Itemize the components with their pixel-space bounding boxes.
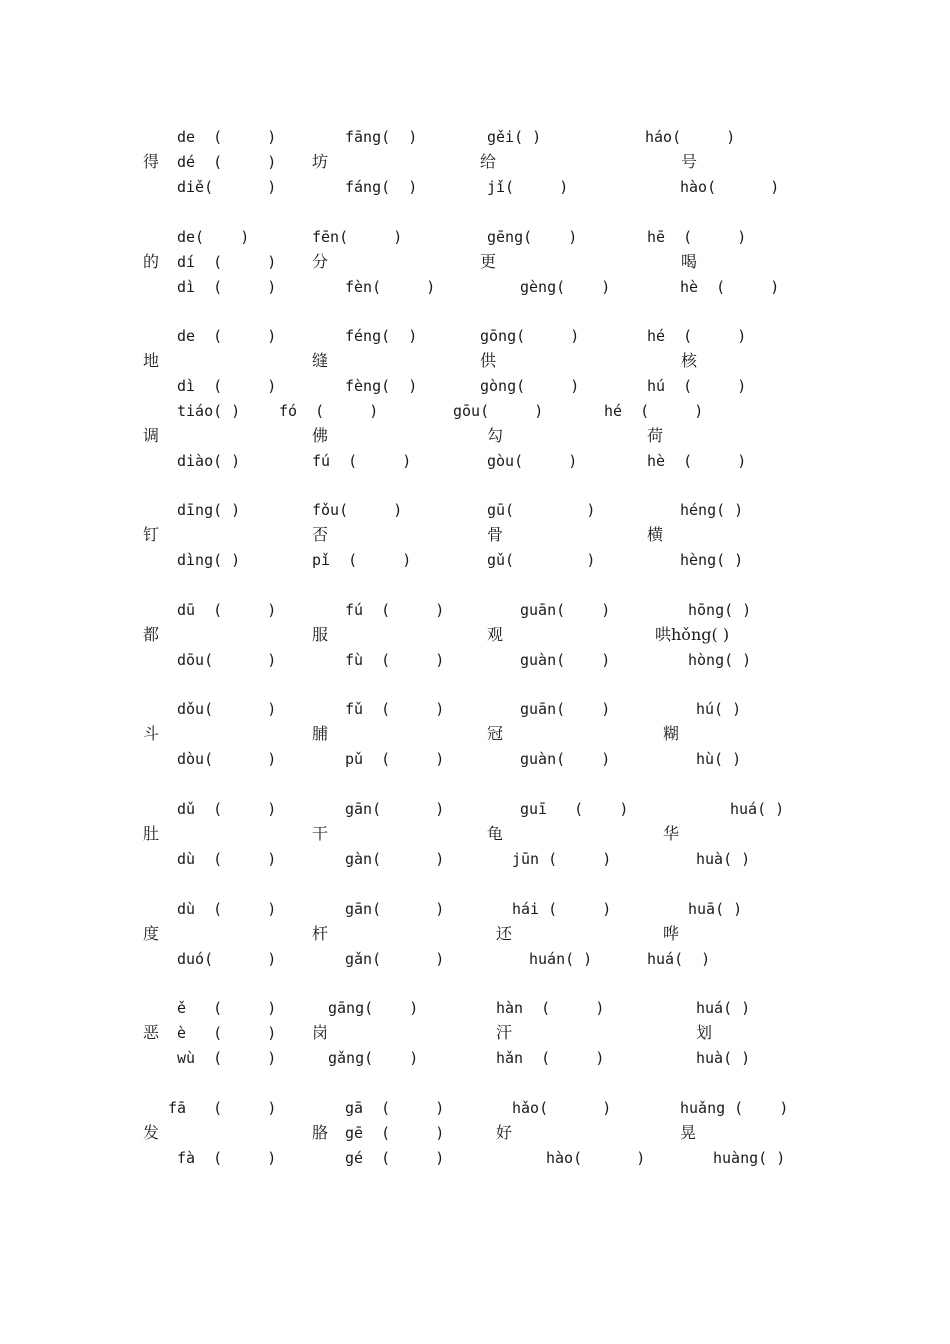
chinese-character: 哗 xyxy=(663,924,680,943)
pinyin-blank: háo( ) xyxy=(645,128,736,146)
pinyin-blank: fáng( ) xyxy=(345,178,418,196)
pinyin-blank: gěi( ) xyxy=(487,128,542,146)
chinese-character: 勾 xyxy=(487,426,504,445)
chinese-character: 岗 xyxy=(312,1023,329,1042)
pinyin-blank: hé ( ) xyxy=(647,327,747,345)
pinyin-blank: dīng( ) xyxy=(177,501,241,519)
pinyin-blank: dé ( ) xyxy=(177,153,277,171)
pinyin-blank: huá( ) xyxy=(696,999,751,1017)
pinyin-blank: hái ( ) xyxy=(512,900,612,918)
pinyin-blank: fāng( ) xyxy=(345,128,418,146)
chinese-character: 否 xyxy=(312,525,329,544)
chinese-character: 杆 xyxy=(312,924,329,943)
pinyin-blank: gōu( ) xyxy=(453,402,544,420)
pinyin-blank: dū ( ) xyxy=(177,601,277,619)
pinyin-blank: huà( ) xyxy=(696,1049,751,1067)
pinyin-blank: huá( ) xyxy=(647,950,711,968)
pinyin-blank: hé ( ) xyxy=(604,402,704,420)
pinyin-blank: hǎn ( ) xyxy=(496,1049,605,1067)
pinyin-blank: hōng( ) xyxy=(688,601,752,619)
chinese-character: 好 xyxy=(496,1123,513,1142)
pinyin-blank: hòng( ) xyxy=(688,651,752,669)
pinyin-blank: hē ( ) xyxy=(647,228,747,246)
pinyin-blank: gāng( ) xyxy=(328,999,419,1017)
pinyin-blank: hào( ) xyxy=(680,178,780,196)
pinyin-blank: dì ( ) xyxy=(177,377,277,395)
pinyin-blank: guī ( ) xyxy=(520,800,629,818)
chinese-character: 斗 xyxy=(143,724,160,743)
chinese-character: 荷 xyxy=(647,426,664,445)
chinese-character: 龟 xyxy=(487,824,504,843)
chinese-character: 喝 xyxy=(681,252,698,271)
chinese-character: 分 xyxy=(312,252,329,271)
chinese-character: 都 xyxy=(143,625,160,644)
chinese-character: 核 xyxy=(681,351,698,370)
pinyin-blank: gōng( ) xyxy=(480,327,580,345)
chinese-character: 度 xyxy=(143,924,160,943)
pinyin-blank: ě ( ) xyxy=(177,999,277,1017)
pinyin-blank: gǔ( ) xyxy=(487,551,596,569)
chinese-character: 观 xyxy=(487,625,504,644)
chinese-character: 哄hǒng( ) xyxy=(655,625,730,644)
pinyin-blank: gòng( ) xyxy=(480,377,580,395)
pinyin-blank: fǒu( ) xyxy=(312,501,403,519)
pinyin-blank: gé ( ) xyxy=(345,1149,445,1167)
pinyin-blank: fà ( ) xyxy=(177,1149,277,1167)
chinese-character: 还 xyxy=(496,924,513,943)
pinyin-blank: è ( ) xyxy=(177,1024,277,1042)
pinyin-blank: dōu( ) xyxy=(177,651,277,669)
pinyin-blank: hù( ) xyxy=(696,750,742,768)
pinyin-blank: huá( ) xyxy=(730,800,785,818)
chinese-character: 坊 xyxy=(312,152,329,171)
pinyin-blank: hàn ( ) xyxy=(496,999,605,1017)
chinese-character: 给 xyxy=(480,152,497,171)
pinyin-blank: de( ) xyxy=(177,228,250,246)
chinese-character: 地 xyxy=(143,351,160,370)
chinese-character: 华 xyxy=(663,824,680,843)
chinese-character: 恶 xyxy=(143,1023,160,1042)
pinyin-blank: huán( ) xyxy=(529,950,593,968)
pinyin-blank: hèng( ) xyxy=(680,551,744,569)
pinyin-blank: fèng( ) xyxy=(345,377,418,395)
pinyin-blank: pǔ ( ) xyxy=(345,750,445,768)
chinese-character: 干 xyxy=(312,824,329,843)
chinese-character: 胳 xyxy=(312,1123,329,1142)
pinyin-blank: héng( ) xyxy=(680,501,744,519)
chinese-character: 糊 xyxy=(663,724,680,743)
pinyin-blank: gū( ) xyxy=(487,501,596,519)
pinyin-blank: hǎo( ) xyxy=(512,1099,612,1117)
chinese-character: 得 xyxy=(143,152,160,171)
pinyin-blank: dù ( ) xyxy=(177,900,277,918)
pinyin-blank: gē ( ) xyxy=(345,1124,445,1142)
pinyin-blank: pǐ ( ) xyxy=(312,551,412,569)
pinyin-blank: huàng( ) xyxy=(713,1149,786,1167)
chinese-character: 发 xyxy=(143,1123,160,1142)
pinyin-blank: dí ( ) xyxy=(177,253,277,271)
pinyin-blank: jūn ( ) xyxy=(512,850,612,868)
pinyin-blank: hè ( ) xyxy=(647,452,747,470)
chinese-character: 佛 xyxy=(312,426,329,445)
chinese-character: 肚 xyxy=(143,824,160,843)
pinyin-blank: gòu( ) xyxy=(487,452,578,470)
pinyin-blank: hào( ) xyxy=(546,1149,646,1167)
pinyin-blank: fó ( ) xyxy=(279,402,379,420)
pinyin-blank: gǎn( ) xyxy=(345,950,445,968)
pinyin-blank: gān( ) xyxy=(345,900,445,918)
chinese-character: 晃 xyxy=(680,1123,697,1142)
pinyin-blank: fù ( ) xyxy=(345,651,445,669)
pinyin-blank: fā ( ) xyxy=(168,1099,277,1117)
pinyin-blank: hè ( ) xyxy=(680,278,780,296)
chinese-character: 号 xyxy=(681,152,698,171)
pinyin-blank: fǔ ( ) xyxy=(345,700,445,718)
pinyin-blank: fēn( ) xyxy=(312,228,403,246)
pinyin-blank: gàn( ) xyxy=(345,850,445,868)
pinyin-blank: guàn( ) xyxy=(520,750,611,768)
pinyin-blank: dù ( ) xyxy=(177,850,277,868)
chinese-character: 供 xyxy=(480,351,497,370)
pinyin-blank: wù ( ) xyxy=(177,1049,277,1067)
chinese-character: 缝 xyxy=(312,351,329,370)
pinyin-blank: dìng( ) xyxy=(177,551,241,569)
chinese-character: 服 xyxy=(312,625,329,644)
pinyin-blank: dòu( ) xyxy=(177,750,277,768)
pinyin-blank: de ( ) xyxy=(177,128,277,146)
pinyin-blank: tiáo( ) xyxy=(177,402,241,420)
chinese-character: 脯 xyxy=(312,724,329,743)
chinese-character: 冠 xyxy=(487,724,504,743)
pinyin-blank: huā( ) xyxy=(688,900,743,918)
pinyin-blank: diào( ) xyxy=(177,452,241,470)
pinyin-blank: huà( ) xyxy=(696,850,751,868)
chinese-character: 的 xyxy=(143,252,160,271)
pinyin-blank: diě( ) xyxy=(177,178,277,196)
chinese-character: 调 xyxy=(143,426,160,445)
pinyin-blank: dǒu( ) xyxy=(177,700,277,718)
pinyin-blank: hú ( ) xyxy=(647,377,747,395)
pinyin-blank: féng( ) xyxy=(345,327,418,345)
pinyin-blank: fú ( ) xyxy=(345,601,445,619)
pinyin-blank: gēng( ) xyxy=(487,228,578,246)
chinese-character: 骨 xyxy=(487,525,504,544)
pinyin-blank: fèn( ) xyxy=(345,278,436,296)
pinyin-blank: hú( ) xyxy=(696,700,742,718)
pinyin-blank: gān( ) xyxy=(345,800,445,818)
pinyin-blank: guān( ) xyxy=(520,700,611,718)
pinyin-blank: gǎng( ) xyxy=(328,1049,419,1067)
chinese-character: 更 xyxy=(480,252,497,271)
chinese-character: 汗 xyxy=(496,1023,513,1042)
chinese-character: 划 xyxy=(696,1023,713,1042)
pinyin-blank: huǎng ( ) xyxy=(680,1099,789,1117)
pinyin-blank: guàn( ) xyxy=(520,651,611,669)
pinyin-blank: gèng( ) xyxy=(520,278,611,296)
chinese-character: 横 xyxy=(647,525,664,544)
pinyin-blank: duó( ) xyxy=(177,950,277,968)
pinyin-blank: guān( ) xyxy=(520,601,611,619)
pinyin-blank: gā ( ) xyxy=(345,1099,445,1117)
pinyin-blank: dì ( ) xyxy=(177,278,277,296)
pinyin-blank: fú ( ) xyxy=(312,452,412,470)
chinese-character: 钉 xyxy=(143,525,160,544)
pinyin-blank: dǔ ( ) xyxy=(177,800,277,818)
pinyin-blank: de ( ) xyxy=(177,327,277,345)
pinyin-blank: jǐ( ) xyxy=(487,178,569,196)
